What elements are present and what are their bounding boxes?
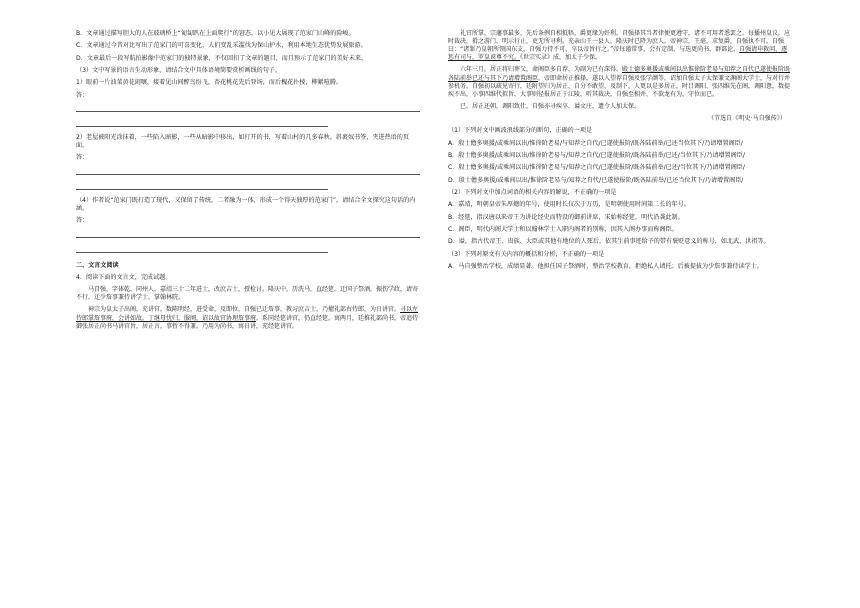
classical-paragraph: 已，居正还朝，调阳致仕，自强亦寻疾卒，谥文庄，遗令人加太保。 <box>460 102 641 110</box>
answer-label: 答： <box>76 154 89 162</box>
answer-label: 答： <box>76 91 89 99</box>
option-b[interactable]: B．文章通过描写胆大的人在玻璃桥上“匍匐趴在上面爬行”的窘态，以小见大展现了范家门山峰的险峻。 <box>76 30 355 37</box>
classical-underlined: 自强请申救问，逐惩有司与，罗皇谟尊不究。 <box>448 46 788 62</box>
source-citation: （节选自《明史·马自强传》） <box>707 115 786 123</box>
classical-wavy-underlined: 殿士德多奥援或乘间以出惟徐阶老易与知荐之自代已遂使报阶既各陆前举已还与其下乃请增置阁臣 <box>448 66 791 82</box>
classical-underlined: 寻以左侍郎掌詹事府，会讲如故。丁继母忧归，服阕，诏以故官协理詹事府 <box>76 306 419 322</box>
classical-text: 《世宗实录》成，加太子少保。 <box>520 54 602 62</box>
classical-text: 礼官所掌，宗藩事最多，先后条例自相抵牾，爵更缘为奸利。自强择其当者律便更遵守，诸不可用者悉罢之。每播州皇议，应时裁决，猾之游门，明示行止，吏无所寻利。充亲山王一县人，隆庆时已降为庶人。帝神宗，王毫，求复爵，自强执不可。自强曰：“诸罪乃皇朝所领国东支，自强力持不可，卒以帝旨行之。”帝每谨常事，会有定制，与迭更尚书，群部论， <box>448 30 791 54</box>
option-a[interactable]: A．殷士儋多奥援/或乘间以出/惟徐阶老易/与知荐之自代/已遂使报阶/既各陆前举/已还当位其下/乃请增置阁臣/ <box>448 139 743 147</box>
option-b[interactable]: B．经筵，指汉唐以来帝王为讲论经史而特设的御前讲席，宋始称经筵，明代沿袭此制。 <box>448 213 684 221</box>
option-c[interactable]: C．阁臣，明代内阁大学士和以翰林学士入职内阁者的别称，因其入阁办事而称阁臣。 <box>448 225 678 233</box>
answer-line[interactable] <box>76 245 328 253</box>
question-3-sub2: 2）老屋被阳光涂抹着，一些陷入暗影，一些从暗影中移出，如打开的书，写着山村的几多春秋。斜裹奴书签，夹进热语的页面。 <box>76 133 409 150</box>
option-a[interactable]: A．嘉靖，明朝皇帝朱厚熜的年号，使用时长仅次于万历，是明朝使用时间第二长的年号。 <box>448 201 690 209</box>
answer-line[interactable] <box>76 104 420 112</box>
question-3-sub1: 1）眼前一片油菜黄花闹嚷，接着见山间醉鸟纷飞，杏花桃花先后登场，而后槐花扑棱，柳絮喧腾。 <box>76 79 342 87</box>
classical-text: 。帝即命居正推择，遂以入望荐自强及张学颜等，诏加自强太子太保兼文渊阁大学士，与对行并参机务。自强初以疏见寄行，廷附望归为居正，自分不敢望，及制下，人更以是多居正。时吕调阳、张四维先在阁，调阳惫，数提疾不出，小事四维代拟旨，大事则径报居正于江陵，听其裁决，自强至相并，不欲龙有为，守位而已。 <box>448 74 791 98</box>
classical-paragraph <box>448 66 792 98</box>
sub-question-1: （1）下列对文中画波浪线部分的断句，正确的一项是 <box>448 127 593 135</box>
sub-question-3: （3）下列对原文有关内容的概括和分析，不正确的一项是 <box>448 250 605 258</box>
option-a[interactable]: A．马自强整治学校，成绩显著。他担任国子祭酒时，整治学校教育，拒绝私人请托；后被提拔为少詹事兼侍读学士。 <box>448 262 763 270</box>
option-d[interactable]: D．殷士儋多奥援/或乘间以出/惟徐阶老易与/知荐之自代/已遂使报阶/既各陆前举/已还当位其下/乃请增置阁臣/ <box>448 176 744 184</box>
answer-label: 答： <box>76 217 89 225</box>
classical-paragraph: 马自强，字体乾，同州人。嘉靖三十二年进士，改庶吉士，授检讨。隆庆中，历洗马，直经筵。迁国子祭酒，振伤学政，请寄不行。迁少詹事兼侍讲学士，掌翰林院。 <box>76 286 419 302</box>
classical-text: 。系同经筵讲官，仍直经筵。寓两月，廷推礼部尚书。帝追侍御张居正尚书马讲官旨，居正言，事暂不得兼。乃用为尚书，寓日讲，充经筵讲官。 <box>76 314 419 330</box>
option-b[interactable]: B．殷士儋多奥援/或乘间以出/惟徐阶老易与/知荐之自代/已遂使报阶/既各陆前举/已还/当位其下/乃请增置阁臣/ <box>448 152 745 160</box>
classical-paragraph <box>76 306 420 330</box>
section-heading: 二、文言文阅读 <box>76 261 119 269</box>
sub-question-2: （2）下列对文中加点词语的相关内容的解说，不正确的一项是 <box>448 189 617 196</box>
question-3: （3）文中写景的语言生动形象，请结合文中具体语境简要赏析画线的句子。 <box>76 66 281 74</box>
answer-line[interactable] <box>76 167 420 175</box>
option-d[interactable]: D．文章最后一段写航拍影像中范家门的独特景象，不仅回扣了文章的题目，而且预示了范家门的美好未来。 <box>76 54 368 62</box>
answer-line[interactable] <box>76 119 328 127</box>
option-c[interactable]: C．文章通过今昔对比写出了范家门的可喜变化，人们变乱采滥伐为保山护水，利用本地生态优势发展旅游。 <box>76 42 367 50</box>
question-4: （4）作者说“范家门既打造了现代，又保留了传统，二者融为一体，形成一个得天独厚的范家门”，请结合全文探究这句话的内涵。 <box>76 196 416 212</box>
question-intro: 4．阅读下面的文言文，完成试题。 <box>76 273 172 281</box>
classical-text: 六年三月，居正将归葬父，命阁臣多自荐，为副为已有深得。 <box>460 66 623 74</box>
classical-paragraph <box>448 30 792 62</box>
option-c[interactable]: C．殷士儋多奥援/或乘间以出/惟徐阶老易与/知荐之自代/已遂使报阶/既各陆前举/已还/当位其下/乃请增置阁臣/ <box>448 164 745 172</box>
left-column <box>76 30 420 335</box>
answer-line[interactable] <box>76 182 328 190</box>
classical-text: 神宗为皇太子出阁，充讲官。数陈明经，进受命，及即位，自强已迁詹事，教习庶吉士，乃擢礼部右侍郎，为日讲官。 <box>88 306 401 314</box>
option-d[interactable]: D．谥，指古代帝王、贵族、大臣或其他有地位的人死后，依其生前事迹给予的带有褒贬意义的称号，如北武、世祖等。 <box>448 238 770 246</box>
answer-line[interactable] <box>76 230 420 238</box>
right-column <box>448 30 792 275</box>
